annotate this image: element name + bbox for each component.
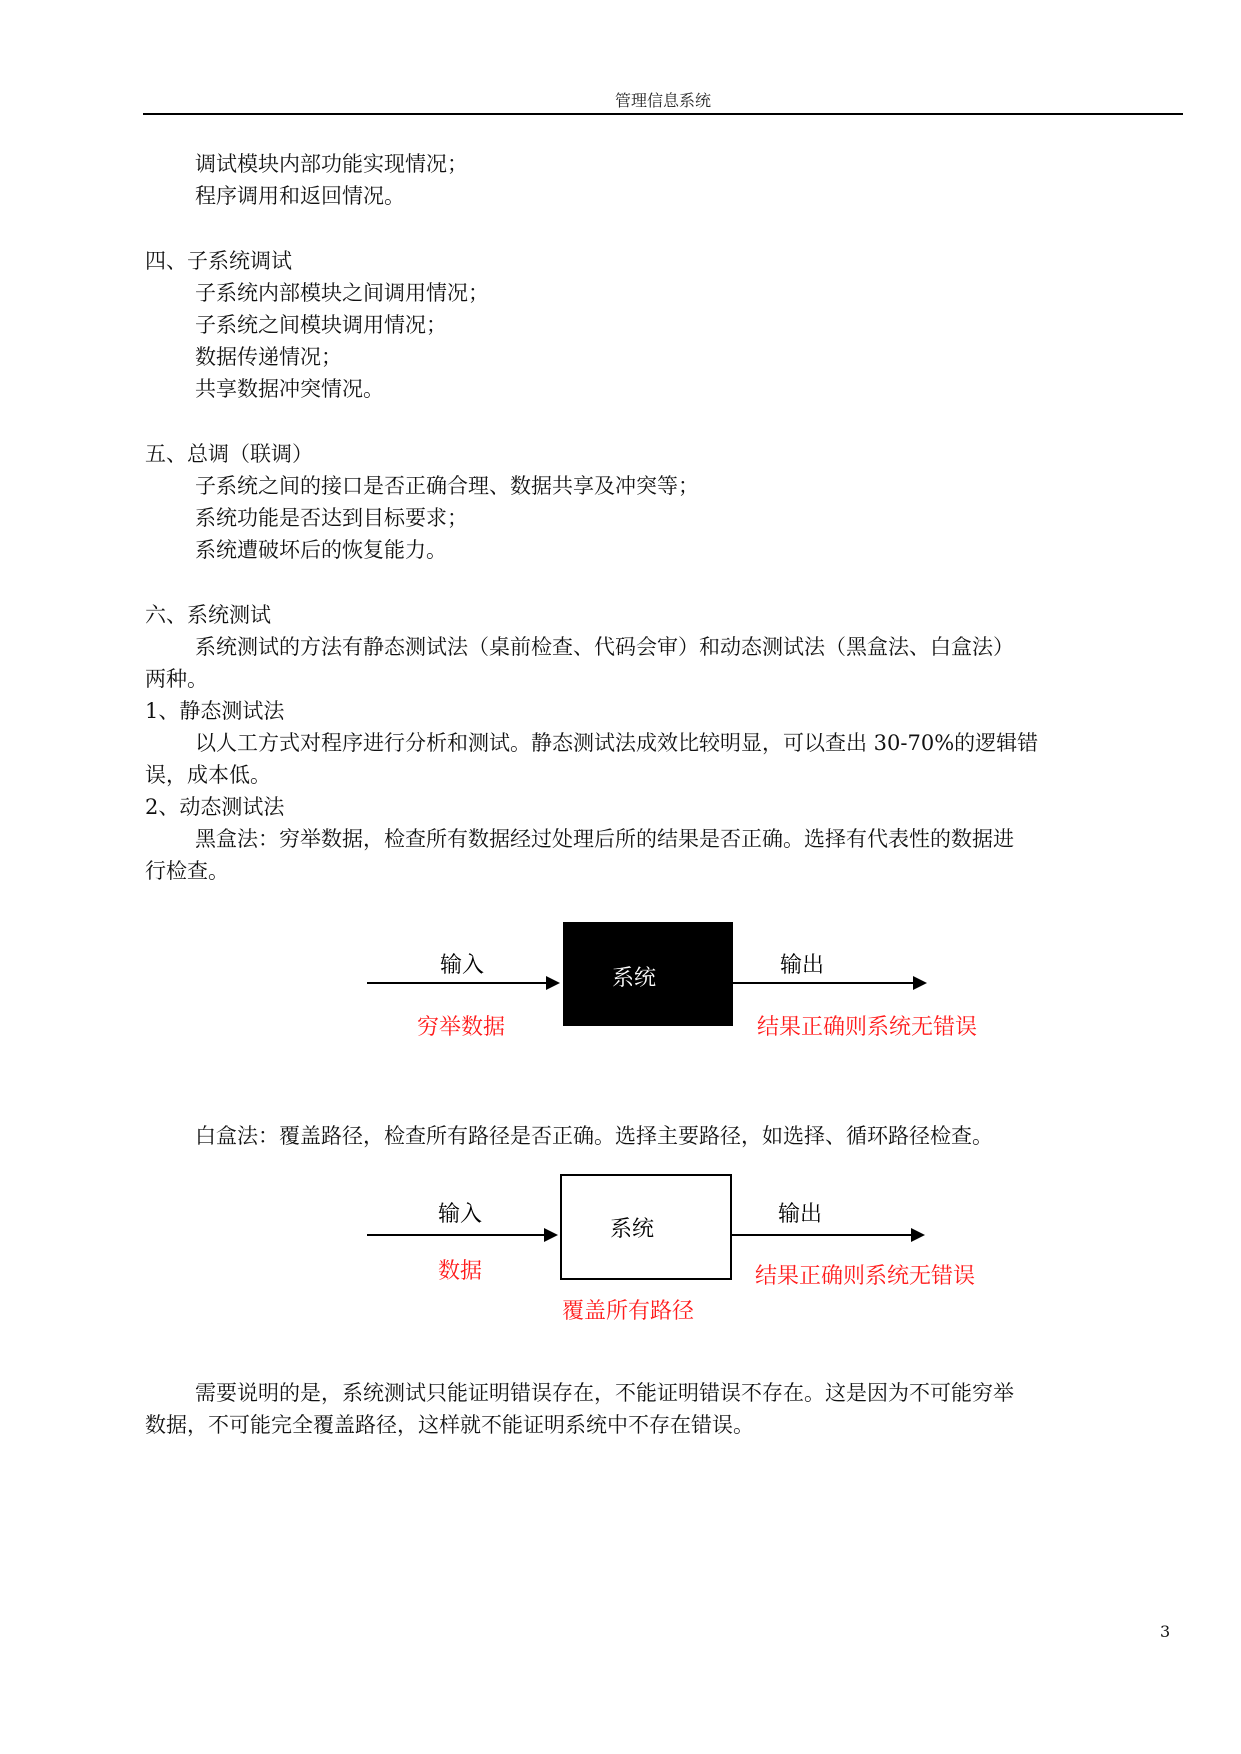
system-label: 系统 [610,1217,655,1242]
subsection-heading: 1、静态测试法 [145,699,285,723]
section-heading: 五、总调（联调） [145,442,313,466]
body-line: 行检查。 [145,859,229,883]
output-label: 输出 [780,953,825,978]
body-line: 数据，不可能完全覆盖路径，这样就不能证明系统中不存在错误。 [145,1413,754,1437]
section-heading: 六、系统测试 [145,603,271,627]
input-note: 数据 [438,1259,483,1284]
output-note: 结果正确则系统无错误 [755,1264,976,1289]
system-label: 系统 [612,966,657,991]
input-label: 输入 [440,953,485,978]
body-line: 调试模块内部功能实现情况； [195,152,468,176]
input-arrow-head [544,1228,558,1242]
body-line: 两种。 [145,667,208,691]
section-heading: 四、子系统调试 [145,249,292,273]
subsection-heading: 2、动态测试法 [145,795,285,819]
output-note: 结果正确则系统无错误 [757,1015,978,1040]
body-line: 子系统之间模块调用情况； [195,313,447,337]
page-number: 3 [1160,1622,1171,1641]
body-line: 数据传递情况； [195,345,342,369]
body-line: 子系统内部模块之间调用情况； [195,281,489,305]
body-line: 系统遭破坏后的恢复能力。 [195,538,447,562]
body-line: 共享数据冲突情况。 [195,377,384,401]
output-arrow-head [911,1228,925,1242]
body-line: 系统功能是否达到目标要求； [195,506,468,530]
input-note: 穷举数据 [417,1015,506,1040]
body-line: 子系统之间的接口是否正确合理、数据共享及冲突等； [195,474,699,498]
body-line: 黑盒法：穷举数据，检查所有数据经过处理后所的结果是否正确。选择有代表性的数据进 [195,827,1014,851]
body-line: 程序调用和返回情况。 [195,184,405,208]
bottom-note: 覆盖所有路径 [562,1299,695,1324]
body-line: 白盒法：覆盖路径，检查所有路径是否正确。选择主要路径，如选择、循环路径检查。 [195,1124,993,1148]
body-line: 误，成本低。 [145,763,271,787]
page-header-title: 管理信息系统 [614,91,711,110]
body-line: 以人工方式对程序进行分析和测试。静态测试法成效比较明显，可以查出 30-70%的逻辑错 [195,731,1039,755]
body-line: 系统测试的方法有静态测试法（桌前检查、代码会审）和动态测试法（黑盒法、白盒法） [195,635,1014,659]
output-label: 输出 [778,1202,823,1227]
body-line: 需要说明的是，系统测试只能证明错误存在，不能证明错误不存在。这是因为不可能穷举 [195,1381,1014,1405]
input-label: 输入 [438,1202,483,1227]
